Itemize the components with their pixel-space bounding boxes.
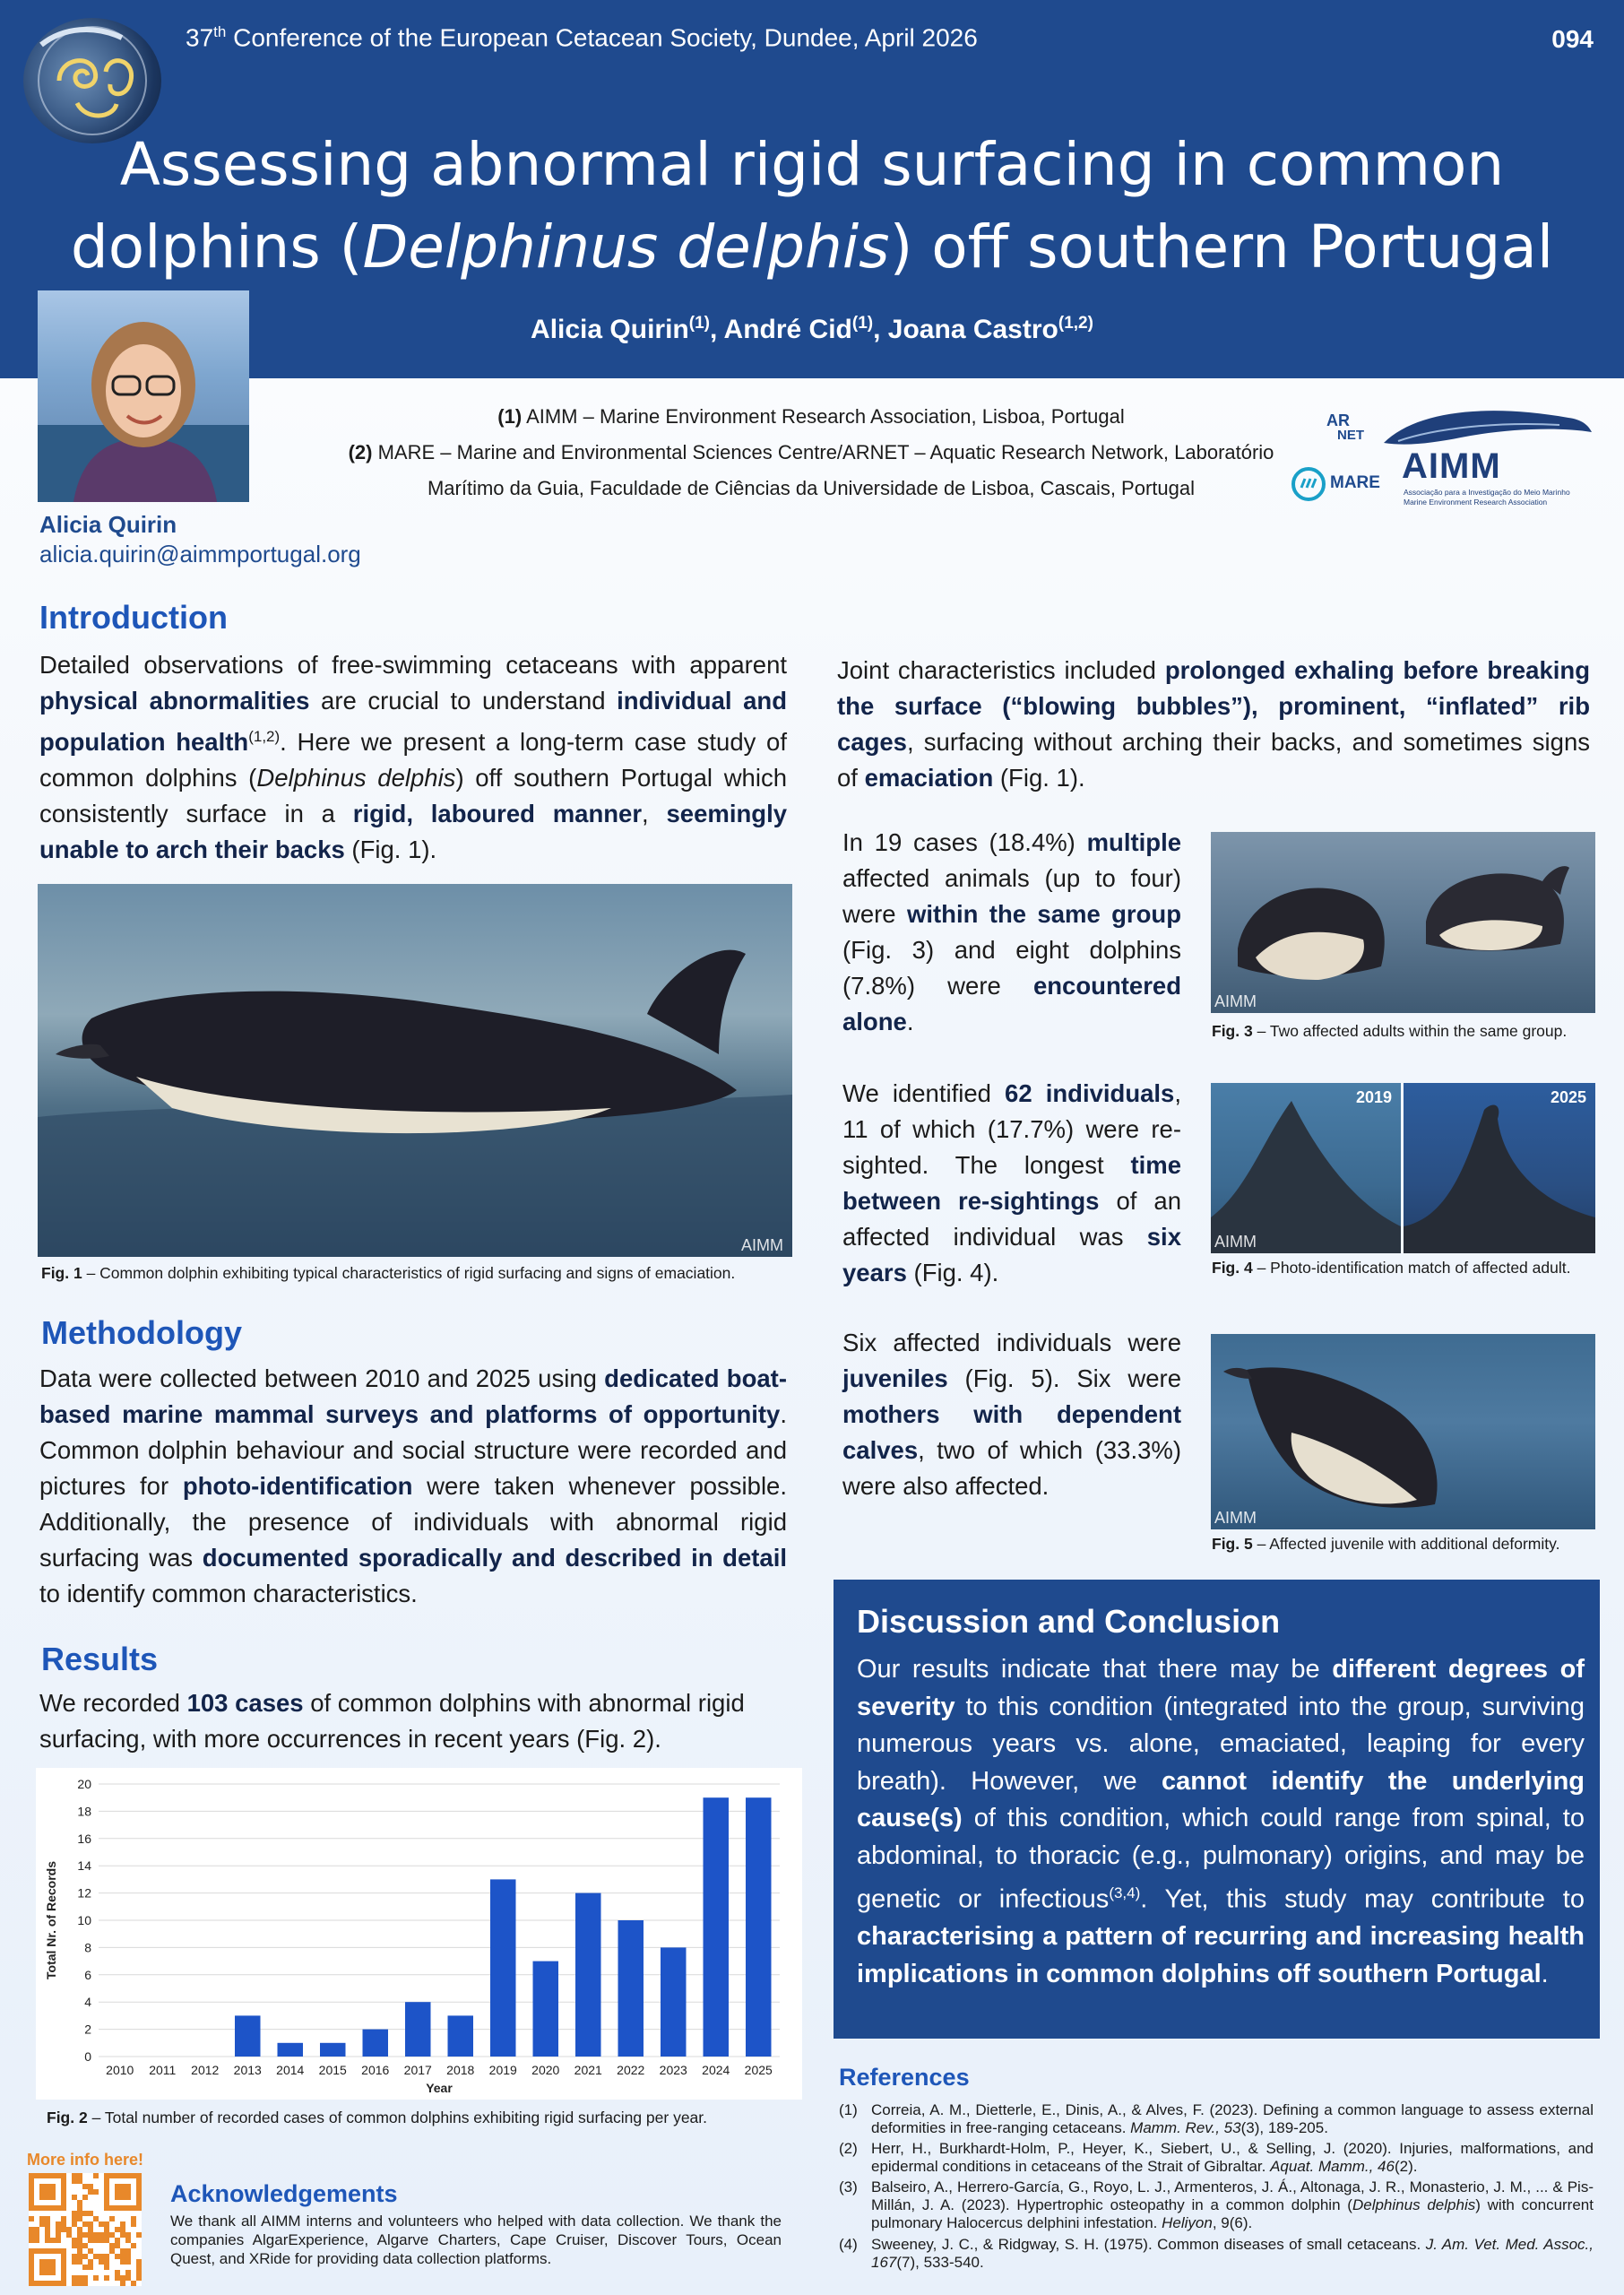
chart-y-tick-label: 4 (84, 1995, 91, 2010)
author-list: Alicia Quirin$^{(1)}$, André Cid$^{(1)}$, Joana Castro$^{(1,2)}$ (531, 314, 1093, 344)
fig1-photo (38, 884, 792, 1257)
chart-x-tick-label: 2017 (403, 2063, 432, 2077)
methodology-heading: Methodology (41, 1314, 242, 1351)
fig1-watermark: AIMM (741, 1236, 783, 1254)
chart-bar-2017 (405, 2002, 431, 2057)
chart-bar-2015 (320, 2043, 346, 2057)
fig4-photo-left (1211, 1083, 1401, 1253)
chart-y-tick-label: 12 (77, 1885, 91, 1901)
mare-logo: MARE (1291, 463, 1380, 504)
chart-x-tick-label: 2018 (446, 2063, 475, 2077)
acknowledgements-heading: Acknowledgements (170, 2180, 398, 2207)
chart-bar-2016 (363, 2030, 389, 2057)
methodology-text: Data were collected between 2010 and 2025 using dedicated boat-based marine mammal surveys and platforms of opportunity. Common dolphin behaviour and social structure were recorded and pictures for photo-identification were taken whenever possible. Additionally, the presence of individuals with abnormal rigid surfacing was documented sporadically and described in detail to identify common characteristics. (39, 1364, 787, 1607)
fig4-year-right: 2025 (1550, 1088, 1586, 1106)
chart-bar-2013 (235, 2015, 261, 2057)
contact-email[interactable]: alicia.quirin@aimmportugal.org (39, 541, 361, 567)
affiliation-2-cont: Marítimo da Guia, Faculdade de Ciências da Universidade de Lisboa, Cascais, Portugal (427, 477, 1195, 499)
acknowledgements-text: We thank all AIMM interns and volunteers who helped with data collection. We thank the companies AlgarExperience, Algarve Charters, Cape Cruiser, Discover Tours, Ocean Quest, and XRide for providing data collection platforms. (170, 2213, 782, 2267)
chart-x-tick-label: 2010 (106, 2063, 134, 2077)
reference-item: (4) Sweeney, J. C., & Ridgway, S. H. (1975). Common diseases of small cetaceans. J. Am. Vet. Med. Assoc., 167(7), 533-540. (839, 2236, 1594, 2271)
chart-y-tick-label: 18 (77, 1804, 91, 1819)
fig3-caption: Fig. 3 – Two affected adults within the same group. (1212, 1022, 1568, 1040)
chart-y-tick-label: 0 (84, 2049, 91, 2064)
aimm-logo: AIMM Associação para a Investigação do Meio Marinho Marine Environment Research Association (1380, 402, 1595, 509)
records-bar-chart (36, 1768, 802, 2100)
affiliation-2: (2) MARE – Marine and Environmental Sciences Centre/ARNET – Aquatic Research Network, Laboratório (348, 441, 1274, 463)
chart-bar-2022 (618, 1920, 644, 2057)
individuals-text: We identified 62 individuals, 11 of which (17.7%) were re-sighted. The longest time between re-sightings of an affected individual was six years (Fig. 4). (842, 1079, 1181, 1286)
fig3-photo (1211, 832, 1595, 1013)
chart-bar-2019 (490, 1879, 516, 2057)
reference-item: (3) Balseiro, A., Herrero-García, G., Royo, L. J., Armenteros, J. Á., Altonaga, J. R., Monasterio, J. M., ... & Pis-Millán, J. A. (2023). Hypertrophic osteopathy in a common dolphin (Delphinus delphis) with concurrent pulmonary Halocercus delphini infestation. Heliyon, 9(6). (839, 2178, 1594, 2231)
chart-x-tick-label: 2019 (488, 2063, 517, 2077)
author: Joana Castro (887, 315, 1058, 344)
affiliation-1: (1) AIMM – Marine Environment Research Association, Lisboa, Portugal (497, 405, 1125, 428)
title-line-2: dolphins (Delphinus delphis) off southern Portugal (70, 212, 1554, 281)
chart-y-tick-label: 14 (77, 1858, 91, 1874)
fig3-watermark: AIMM (1214, 992, 1257, 1010)
fig1-caption: Fig. 1 – Common dolphin exhibiting typical characteristics of rigid surfacing and signs of emaciation. (41, 1264, 736, 1282)
fig4-caption: Fig. 4 – Photo-identification match of affected adult. (1212, 1259, 1571, 1277)
affiliations (296, 399, 1326, 507)
chart-y-tick-label: 16 (77, 1831, 91, 1846)
chart-bar-2024 (704, 1797, 730, 2057)
chart-bar-2021 (575, 1893, 601, 2057)
chart-bar-2014 (278, 2043, 304, 2057)
references-heading: References (839, 2064, 970, 2091)
chart-x-tick-label: 2020 (531, 2063, 560, 2077)
chart-x-tick-label: 2023 (659, 2063, 687, 2077)
joint-characteristics-text: Joint characteristics included prolonged exhaling before breaking the surface (“blowing bubbles”), prominent, “inflated” rib cages, surfacing without arching their backs, and sometimes signs of emaciation (Fig. 1). (837, 656, 1590, 792)
chart-bar-2020 (533, 1962, 559, 2057)
chart-y-tick-label: 10 (77, 1913, 91, 1927)
chart-x-tick-label: 2024 (702, 2063, 730, 2077)
chart-bar-2025 (746, 1797, 772, 2057)
chart-y-axis-label: Total Nr. of Records (44, 1861, 58, 1979)
chart-x-tick-label: 2016 (361, 2063, 390, 2077)
fig4-watermark: AIMM (1214, 1233, 1257, 1251)
qr-code[interactable] (29, 2173, 142, 2286)
fig4-year-left: 2019 (1355, 1088, 1392, 1106)
chart-y-tick-label: 6 (84, 1967, 91, 1982)
author-photo (38, 290, 249, 502)
fig5-photo (1211, 1334, 1595, 1529)
contact-name: Alicia Quirin (39, 511, 177, 538)
arnet-logo: AR NET (1326, 411, 1364, 443)
reference-item: (2) Herr, H., Burkhardt-Holm, P., Heyer, K., Siebert, U., & Selling, J. (2020). Injuries, malformations, and epidermal conditions in cetaceans of the Strait of Gibraltar. Aquat. Mamm., 46(2). (839, 2140, 1594, 2175)
chart-x-tick-label: 2021 (574, 2063, 602, 2077)
introduction-text: Detailed observations of free-swimming cetaceans with apparent physical abnormalities are crucial to understand individual and population health$^{(1,2)}$. Here we present a long-term case study of common dolphins (Delphinus delphis) off southern Portugal which consistently surface in a rigid, laboured manner, seemingly unable to arch their backs (Fig. 1). (39, 651, 788, 864)
chart-x-tick-label: 2012 (191, 2063, 220, 2077)
chart-bar-2023 (661, 1947, 687, 2057)
poster-number: 094 (1551, 25, 1594, 53)
juveniles-text: Six affected individuals were juveniles (Fig. 5). Six were mothers with dependent calves, two of which (33.3%) were also affected. (842, 1329, 1181, 1500)
discussion-text: Our results indicate that there may be different degrees of severity to this condition (integrated into the group, surviving numerous years vs. alone, emaciated, leaping for every breath). However, we cannot identify the underlying cause(s) of this condition, which could range from spinal, to abdominal, to thoracic (e.g., pulmonary) origins, and may be genetic or infectious$^{(3,4)}$. Yet, this study may contribute to characterising a pattern of recurring and increasing health implications in common dolphins off southern Portugal. (857, 1655, 1585, 1988)
fig5-caption: Fig. 5 – Affected juvenile with additional deformity. (1212, 1535, 1560, 1553)
chart-x-tick-label: 2011 (149, 2063, 177, 2077)
chart-y-tick-label: 20 (77, 1777, 91, 1791)
chart-x-tick-label: 2025 (744, 2063, 773, 2077)
fig2-chart (36, 1768, 802, 2100)
groups-text: In 19 cases (18.4%) multiple affected animals (up to four) were within the same group (Fig. 3) and eight dolphins (7.8%) were encountered alone. (842, 828, 1182, 1035)
reference-item: (1) Correia, A. M., Dietterle, E., Dinis, A., & Alves, F. (2023). Defining a common language to assess external deformities in free-ranging cetaceans. Mamm. Rev., 53(3), 189-205. (839, 2101, 1594, 2136)
chart-bar-2018 (448, 2015, 474, 2057)
fig2-caption: Fig. 2 – Total number of recorded cases of common dolphins exhibiting rigid surfacing per year. (47, 2109, 708, 2126)
introduction-heading: Introduction (39, 599, 228, 636)
fig5-watermark: AIMM (1214, 1509, 1257, 1527)
discussion-heading: Discussion and Conclusion (857, 1603, 1281, 1640)
title-line-1: Assessing abnormal rigid surfacing in common (119, 130, 1505, 199)
chart-y-tick-label: 8 (84, 1940, 91, 1955)
more-info-label: More info here! (27, 2151, 144, 2169)
poster-title (54, 124, 1570, 289)
results-text: We recorded 103 cases of common dolphins with abnormal rigid surfacing, with more occurrences in recent years (Fig. 2). (39, 1689, 745, 1753)
chart-x-tick-label: 2022 (617, 2063, 645, 2077)
conference-line: 37th Conference of the European Cetacean Society, Dundee, April 2026 (186, 23, 978, 52)
author: André Cid (723, 315, 852, 344)
chart-x-tick-label: 2013 (233, 2063, 262, 2077)
chart-y-tick-label: 2 (84, 2022, 91, 2037)
author: Alicia Quirin (531, 315, 689, 344)
chart-x-tick-label: 2014 (276, 2063, 305, 2077)
results-heading: Results (41, 1641, 159, 1677)
chart-x-axis-label: Year (426, 2081, 453, 2095)
chart-x-tick-label: 2015 (318, 2063, 347, 2077)
fig4-photo-right (1404, 1083, 1595, 1253)
discussion-box (834, 1580, 1600, 2039)
